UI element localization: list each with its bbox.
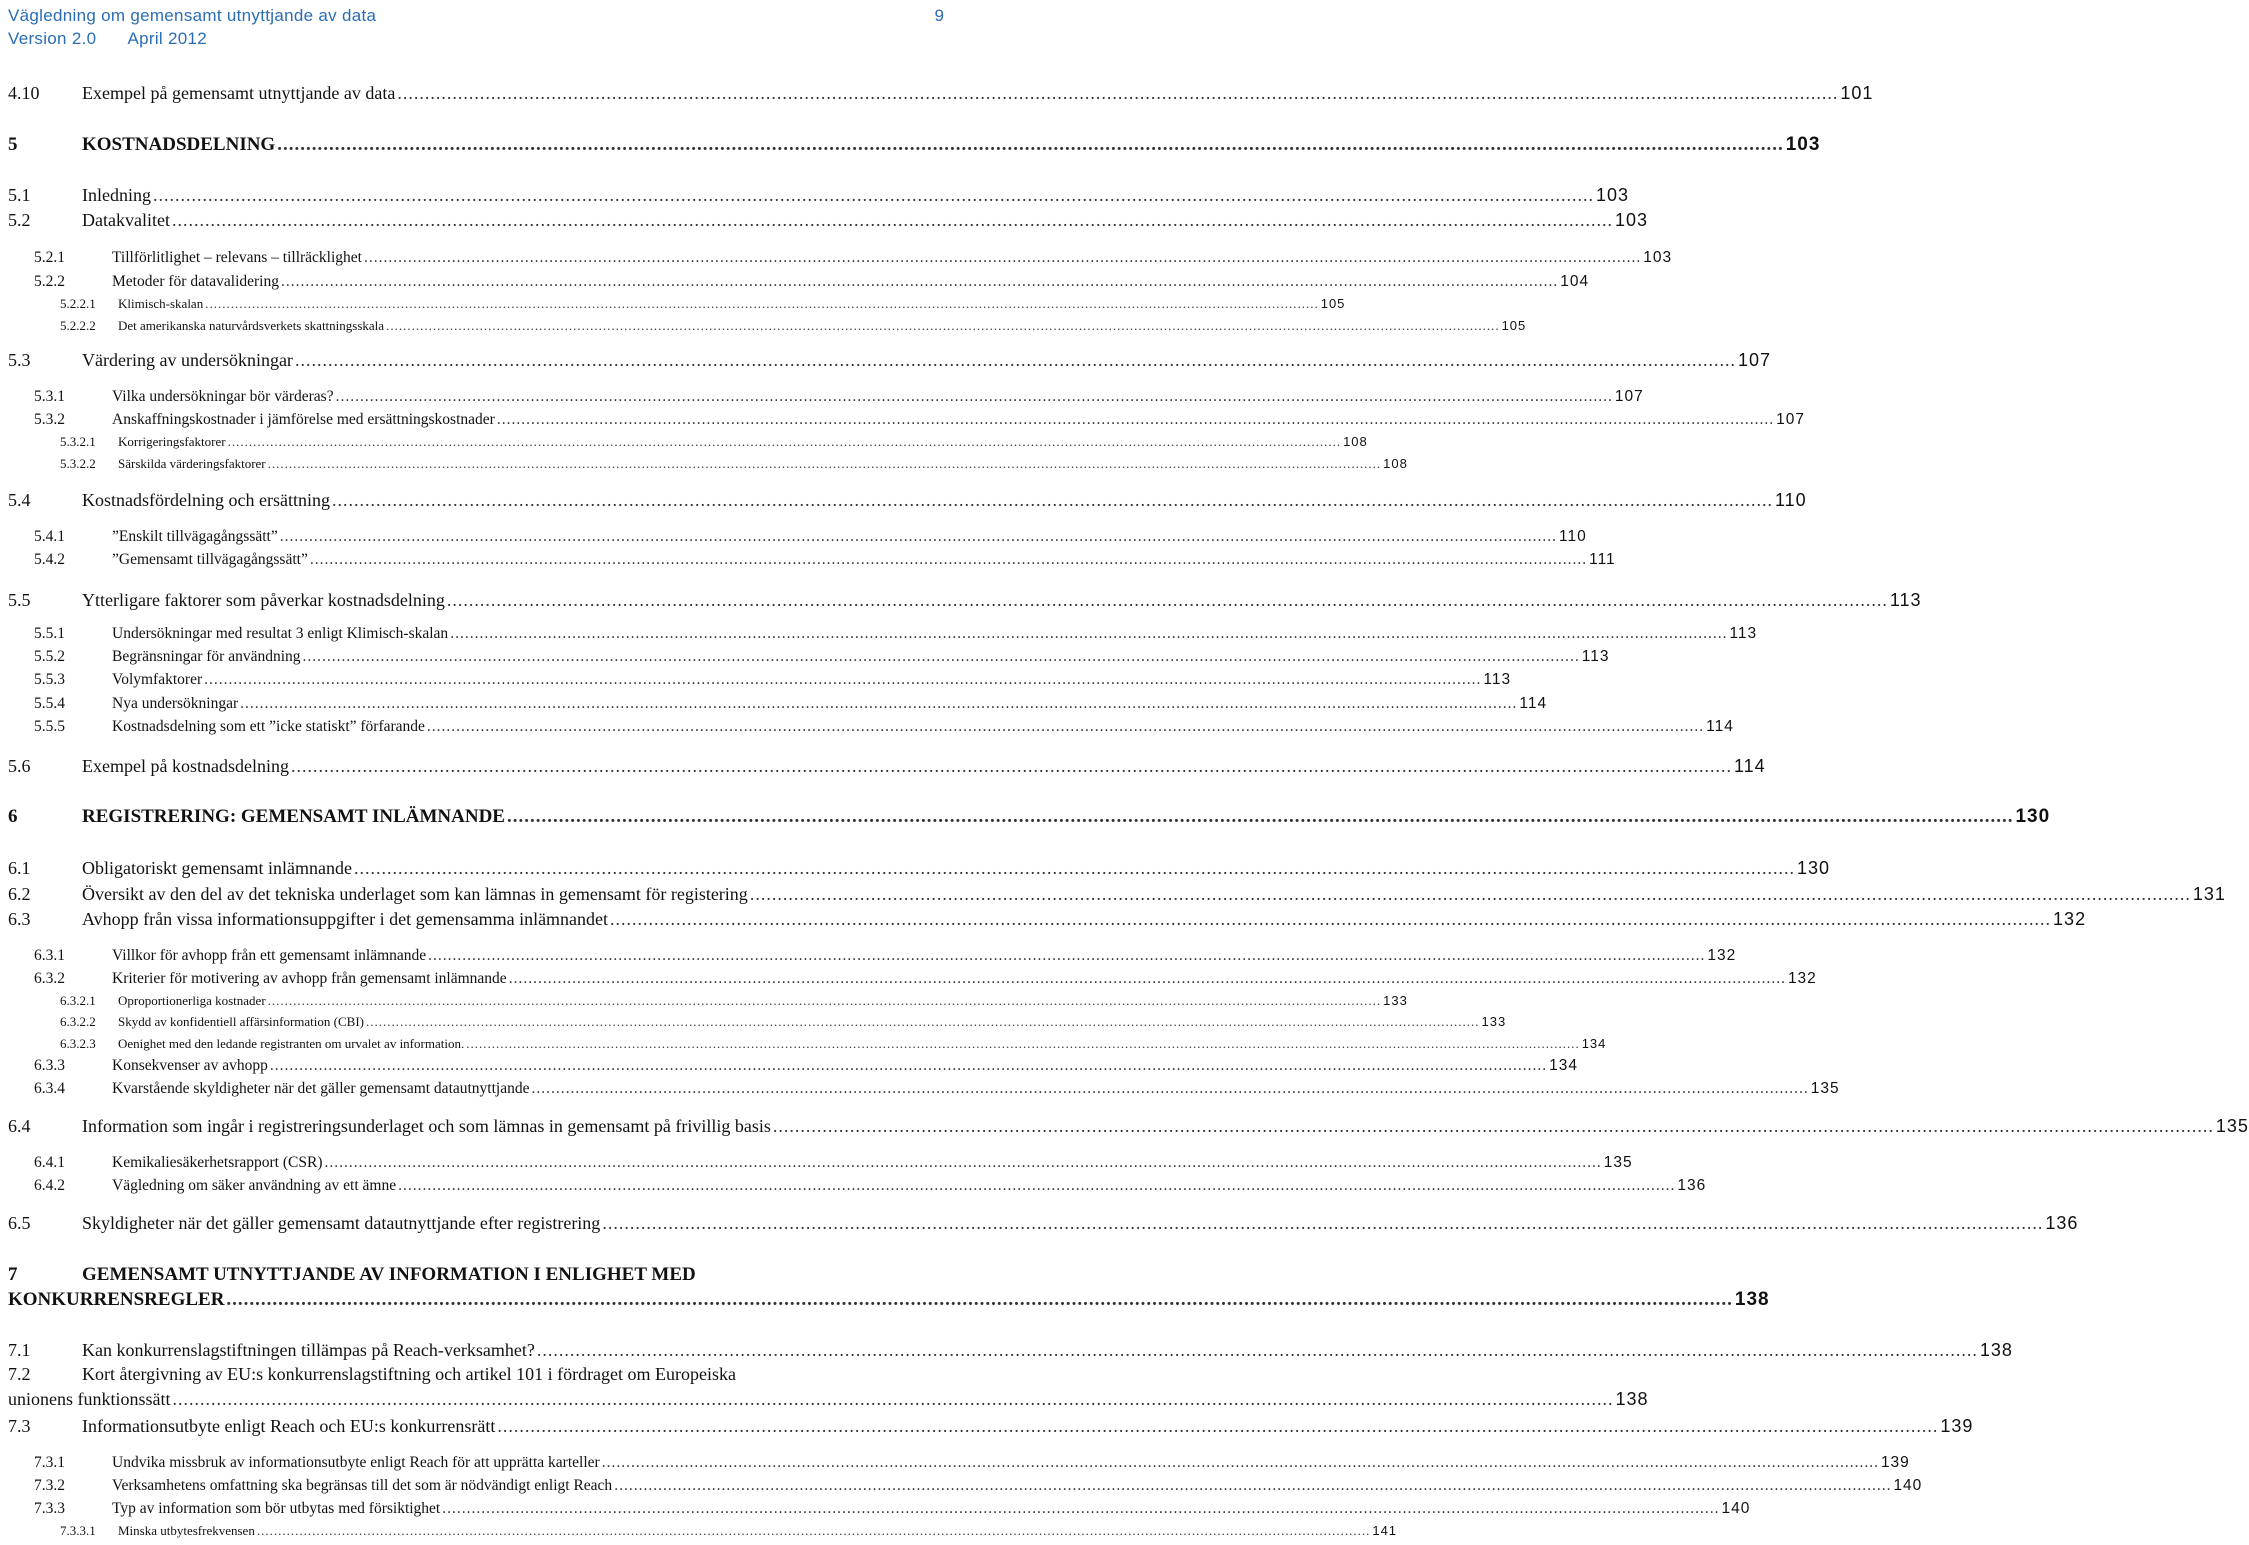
- toc-title: Verksamhetens omfattning ska begränsas till det som är nödvändigt enligt Reach: [112, 1477, 613, 1494]
- toc-number: 5: [8, 134, 18, 155]
- toc-entry[interactable]: [8, 1340, 2013, 1361]
- toc-entry[interactable]: [8, 1213, 2079, 1234]
- toc-page-number: 108: [1383, 456, 1408, 471]
- toc-leader-dots: [280, 528, 1557, 546]
- toc-title: Kriterier för motivering av avhopp från gemensamt inlämnande: [112, 970, 507, 987]
- toc-entry[interactable]: [8, 806, 2051, 828]
- toc-page-number: 103: [1643, 249, 1673, 266]
- toc-entry[interactable]: [8, 671, 1512, 689]
- toc-title: Värdering av undersökningar: [82, 350, 293, 370]
- page-number: 9: [934, 6, 944, 25]
- toc-number: 5.2.2.1: [60, 296, 96, 311]
- toc-number: 7.3.3: [34, 1500, 65, 1517]
- toc-number: 5.3.1: [34, 388, 65, 405]
- toc-page-number: 141: [1372, 1523, 1398, 1538]
- toc-number: 6.3.2.3: [60, 1036, 96, 1051]
- toc-leader-dots: [257, 1523, 1371, 1539]
- toc-title: Skyldigheter när det gäller gemensamt datautnyttjande efter registrering: [82, 1213, 601, 1233]
- toc-number: 5.6: [8, 756, 31, 776]
- toc-page-number: 135: [2215, 1116, 2249, 1136]
- toc-number: 6.3.1: [34, 947, 65, 964]
- toc-title: Nya undersökningar: [112, 695, 239, 712]
- toc-leader-dots: [750, 884, 2191, 905]
- toc-leader-dots: [507, 806, 2014, 828]
- toc-number: 6.4.2: [34, 1177, 65, 1194]
- toc-entry[interactable]: [8, 756, 1766, 777]
- toc-page-number: 138: [1979, 1340, 2013, 1360]
- toc-number: 7.3.2: [34, 1477, 65, 1494]
- toc-page-number: 111: [1589, 551, 1616, 568]
- toc-number: 6.4.1: [34, 1154, 65, 1171]
- toc-entry-line2[interactable]: [8, 1389, 1649, 1410]
- toc-page-number: 114: [1706, 718, 1734, 735]
- toc-number: 5.2.2: [34, 273, 65, 290]
- toc-entry[interactable]: [8, 970, 1817, 988]
- toc-page-number: 132: [1787, 970, 1817, 987]
- toc-leader-dots: [268, 456, 1382, 472]
- toc-entry[interactable]: [8, 134, 1821, 156]
- toc-title: Inledning: [82, 185, 151, 205]
- toc-title: Kemikaliesäkerhetsrapport (CSR): [112, 1154, 323, 1171]
- toc-entry-line2[interactable]: [8, 1289, 1770, 1311]
- toc-page-number: 110: [1774, 490, 1807, 510]
- toc-entry[interactable]: [8, 993, 1408, 1009]
- toc-entry[interactable]: [8, 718, 1734, 736]
- toc-leader-dots: [397, 83, 1838, 104]
- toc-entry[interactable]: [8, 1416, 1974, 1437]
- toc-number: 6.5: [8, 1213, 31, 1233]
- toc-title: Konsekvenser av avhopp: [112, 1057, 268, 1074]
- toc-leader-dots: [310, 551, 1587, 569]
- toc-page-number: 103: [1614, 210, 1649, 230]
- toc-title: Tillförlitlighet – relevans – tillräcklighet: [112, 249, 362, 266]
- toc-title-continued: KONKURRENSREGLER: [8, 1289, 225, 1310]
- toc-entry[interactable]: [8, 858, 1830, 879]
- toc-leader-dots: [497, 411, 1774, 429]
- toc-entry[interactable]: [8, 909, 2087, 930]
- toc-page-number: 132: [1707, 947, 1737, 964]
- toc-entry[interactable]: [8, 1523, 1398, 1539]
- toc-leader-dots: [268, 993, 1382, 1009]
- toc-entry[interactable]: [8, 1116, 2249, 1137]
- toc-leader-dots: [532, 1080, 1809, 1098]
- toc-page-number: 134: [1581, 1036, 1607, 1051]
- toc-entry[interactable]: [8, 947, 1737, 965]
- document-title: Vägledning om gemensamt utnyttjande av data: [8, 6, 377, 25]
- toc-leader-dots: [303, 648, 1580, 666]
- toc-title: Undvika missbruk av informationsutbyte enligt Reach för att upprätta karteller: [112, 1454, 600, 1471]
- toc-leader-dots: [610, 909, 2051, 930]
- toc-entry[interactable]: [8, 648, 1610, 666]
- toc-entry[interactable]: [8, 1036, 1607, 1052]
- toc-title: Skydd av konfidentiell affärsinformation (CBI): [118, 1014, 364, 1029]
- toc-leader-dots: [173, 1389, 1614, 1410]
- toc-leader-dots: [354, 858, 1795, 879]
- toc-leader-dots: [386, 318, 1500, 334]
- toc-title: Information som ingår i registreringsunderlaget och som lämnas in gemensamt på frivillig basis: [82, 1116, 771, 1136]
- toc-page-number: 139: [1880, 1454, 1910, 1471]
- toc-page-number: 138: [1734, 1289, 1770, 1310]
- toc-number: 7.3.1: [34, 1454, 65, 1471]
- toc-entry[interactable]: [8, 318, 1527, 334]
- toc-title: Exempel på kostnadsdelning: [82, 756, 289, 776]
- toc-page-number: 113: [1729, 625, 1758, 642]
- toc-entry[interactable]: [8, 273, 1590, 291]
- toc-page-number: 113: [1581, 648, 1610, 665]
- toc-entry[interactable]: [8, 1014, 1507, 1030]
- version-date: April 2012: [127, 29, 208, 48]
- toc-number: 6.3.2: [34, 970, 65, 987]
- toc-number: 7.3: [8, 1416, 31, 1436]
- toc-number: 5.4: [8, 490, 31, 510]
- toc-title: KOSTNADSDELNING: [82, 134, 276, 155]
- toc-entry[interactable]: [8, 83, 1874, 104]
- toc-title: GEMENSAMT UTNYTTJANDE AV INFORMATION I ENLIGHET MED: [82, 1264, 696, 1285]
- toc-number: 7: [8, 1264, 18, 1285]
- toc-leader-dots: [205, 296, 1319, 312]
- toc-entry[interactable]: [8, 249, 1673, 267]
- toc-page-number: 131: [2192, 884, 2226, 904]
- toc-title: ”Gemensamt tillvägagångssätt”: [112, 551, 308, 568]
- toc-title: Vägledning om säker användning av ett ämne: [112, 1177, 397, 1194]
- toc-page-number: 136: [1677, 1177, 1707, 1194]
- toc-page-number: 132: [2053, 909, 2087, 929]
- toc-leader-dots: [366, 1014, 1480, 1030]
- toc-number: 7.2: [8, 1364, 31, 1384]
- toc-title: Oproportionerliga kostnader: [118, 993, 266, 1008]
- toc-page-number: 105: [1320, 296, 1346, 311]
- toc-leader-dots: [428, 947, 1705, 965]
- toc-page-number: 107: [1614, 388, 1644, 405]
- toc-page-number: 103: [1596, 185, 1630, 205]
- toc-leader-dots: [281, 273, 1558, 291]
- toc-leader-dots: [336, 388, 1613, 406]
- toc-entry[interactable]: [8, 528, 1587, 546]
- toc-leader-dots: [450, 625, 1727, 643]
- toc-number: 5.4.2: [34, 551, 65, 568]
- toc-leader-dots: [364, 249, 1641, 267]
- toc-number: 7.1: [8, 1340, 31, 1360]
- toc-title: Ytterligare faktorer som påverkar kostnadsdelning: [82, 590, 445, 610]
- toc-title: Korrigeringsfaktorer: [118, 434, 226, 449]
- toc-entry[interactable]: [8, 590, 1922, 611]
- toc-entry[interactable]: [8, 434, 1368, 450]
- toc-leader-dots: [602, 1454, 1879, 1472]
- toc-title: Översikt av den del av det tekniska underlaget som kan lämnas in gemensamt för registering: [82, 884, 748, 904]
- toc-page-number: 134: [1549, 1057, 1578, 1074]
- toc-title: Minska utbytesfrekvensen: [118, 1523, 255, 1538]
- toc-title: Anskaffningskostnader i jämförelse med ersättningskostnader: [112, 411, 495, 428]
- toc-number: 6: [8, 806, 18, 827]
- toc-page-number: 107: [1776, 411, 1805, 428]
- toc-leader-dots: [226, 1289, 1733, 1311]
- toc-leader-dots: [295, 350, 1736, 371]
- toc-entry[interactable]: [8, 350, 1771, 371]
- toc-entry[interactable]: [8, 296, 1346, 312]
- toc-leader-dots: [447, 590, 1888, 611]
- toc-page-number: 114: [1519, 695, 1548, 712]
- toc-number: 5.5.1: [34, 625, 65, 642]
- toc-title: REGISTRERING: GEMENSAMT INLÄMNANDE: [82, 806, 505, 827]
- toc-number: 5.2.2.2: [60, 318, 96, 333]
- toc-page-number: 107: [1737, 350, 1771, 370]
- toc-title: Undersökningar med resultat 3 enligt Klimisch-skalan: [112, 625, 449, 642]
- toc-page-number: 114: [1733, 756, 1766, 776]
- toc-page-number: 108: [1343, 434, 1368, 449]
- toc-leader-dots: [614, 1477, 1891, 1495]
- toc-entry[interactable]: [8, 210, 1649, 231]
- toc-number: 6.3.2.1: [60, 993, 96, 1008]
- toc-entry-line1[interactable]: [8, 1264, 952, 1286]
- toc-entry[interactable]: [8, 1454, 1910, 1472]
- toc-entry[interactable]: [8, 695, 1548, 713]
- toc-title: Det amerikanska naturvårdsverkets skattningsskala: [118, 318, 385, 333]
- version-label: Version 2.0: [8, 29, 97, 48]
- toc-leader-dots: [332, 490, 1773, 511]
- toc-leader-dots: [228, 434, 1342, 450]
- toc-title: ”Enskilt tillvägagångssätt”: [112, 528, 278, 545]
- toc-leader-dots: [497, 1416, 1938, 1437]
- toc-entry[interactable]: [8, 1057, 1578, 1075]
- toc-leader-dots: [277, 134, 1784, 156]
- toc-number: 5.3.2.2: [60, 456, 96, 471]
- toc-title: Volymfaktorer: [112, 671, 203, 688]
- toc-number: 6.4: [8, 1116, 31, 1136]
- toc-title: Avhopp från vissa informationsuppgifter i det gemensamma inlämnandet: [82, 909, 609, 929]
- toc-entry[interactable]: [8, 551, 1616, 569]
- toc-entry[interactable]: [8, 456, 1408, 472]
- toc-page-number: 139: [1940, 1416, 1974, 1436]
- toc-title: Datakvalitet: [82, 210, 170, 230]
- toc-leader-dots: [324, 1154, 1601, 1172]
- toc-title: Obligatoriskt gemensamt inlämnande: [82, 858, 352, 878]
- toc-leader-dots: [270, 1057, 1547, 1075]
- toc-entry[interactable]: [8, 490, 1807, 511]
- toc-page-number: 105: [1501, 318, 1527, 333]
- toc-leader-dots: [153, 185, 1594, 206]
- toc-page-number: 135: [1603, 1154, 1633, 1171]
- toc-leader-dots: [172, 210, 1613, 231]
- toc-number: 5.5.5: [34, 718, 65, 735]
- toc-number: 5.2.1: [34, 249, 65, 266]
- toc-leader-dots: [398, 1177, 1675, 1195]
- toc-entry[interactable]: [8, 185, 1630, 206]
- toc-entry[interactable]: [8, 388, 1644, 406]
- toc-title: Oenighet med den ledande registranten om urvalet av information.: [118, 1036, 465, 1051]
- toc-entry[interactable]: [8, 1177, 1707, 1195]
- toc-leader-dots: [427, 718, 1704, 736]
- toc-page-number: 130: [1796, 858, 1830, 878]
- toc-entry[interactable]: [8, 1080, 1840, 1098]
- toc-page-number: 133: [1383, 993, 1408, 1008]
- toc-title: Villkor för avhopp från ett gemensamt inlämnande: [112, 947, 427, 964]
- toc-number: 5.5.4: [34, 695, 65, 712]
- document-version: [8, 29, 207, 49]
- toc-entry[interactable]: [8, 411, 1805, 429]
- toc-leader-dots: [537, 1340, 1978, 1361]
- toc-page-number: 130: [2015, 806, 2051, 827]
- toc-page-number: 140: [1893, 1477, 1923, 1494]
- toc-page-number: 140: [1721, 1500, 1751, 1517]
- toc-title: Kan konkurrenslagstiftningen tillämpas på Reach-verksamhet?: [82, 1340, 535, 1360]
- toc-number: 5.3: [8, 350, 31, 370]
- toc-title: Typ av information som bör utbytas med försiktighet: [112, 1500, 441, 1517]
- toc-leader-dots: [291, 756, 1732, 777]
- toc-title: Särskilda värderingsfaktorer: [118, 456, 266, 471]
- toc-number: 5.3.2.1: [60, 434, 96, 449]
- toc-leader-dots: [442, 1500, 1719, 1518]
- toc-title: Begränsningar för användning: [112, 648, 301, 665]
- toc-page-number: 113: [1889, 590, 1922, 610]
- toc-leader-dots: [509, 970, 1786, 988]
- toc-number: 7.3.3.1: [60, 1523, 96, 1538]
- toc-title: Informationsutbyte enligt Reach och EU:s konkurrensrätt: [82, 1416, 496, 1436]
- toc-entry[interactable]: [8, 1477, 1923, 1495]
- toc-number: 5.4.1: [34, 528, 65, 545]
- toc-number: 6.3.3: [34, 1057, 65, 1074]
- toc-title: Kvarstående skyldigheter när det gäller gemensamt datautnyttjande: [112, 1080, 530, 1097]
- toc-number: 6.3.2.2: [60, 1014, 96, 1029]
- toc-entry[interactable]: [8, 884, 2226, 905]
- toc-number: 5.1: [8, 185, 31, 205]
- toc-number: 5.5.3: [34, 671, 65, 688]
- toc-leader-dots: [773, 1116, 2214, 1137]
- toc-title: Vilka undersökningar bör värderas?: [112, 388, 334, 405]
- toc-number: 6.2: [8, 884, 31, 904]
- toc-entry[interactable]: [8, 625, 1758, 643]
- toc-leader-dots: [204, 671, 1481, 689]
- toc-number: 5.3.2: [34, 411, 65, 428]
- toc-entry-line1[interactable]: [8, 1364, 952, 1385]
- toc-title: Exempel på gemensamt utnyttjande av data: [82, 83, 396, 103]
- toc-page-number: 103: [1785, 134, 1821, 155]
- toc-page-number: 136: [2045, 1213, 2079, 1233]
- toc-number: 6.1: [8, 858, 31, 878]
- toc-title: Kort återgivning av EU:s konkurrenslagstiftning och artikel 101 i fördraget om Europeiska: [82, 1364, 737, 1384]
- toc-number: 4.10: [8, 83, 40, 103]
- toc-number: 5.5.2: [34, 648, 65, 665]
- toc-page-number: 101: [1840, 83, 1874, 103]
- toc-title: Kostnadsdelning som ett ”icke statiskt” förfarande: [112, 718, 425, 735]
- toc-page-number: 133: [1481, 1014, 1507, 1029]
- toc-entry[interactable]: [8, 1154, 1633, 1172]
- toc-number: 6.3: [8, 909, 31, 929]
- toc-number: 5.5: [8, 590, 31, 610]
- toc-leader-dots: [240, 695, 1517, 713]
- toc-page-number: 138: [1615, 1389, 1649, 1409]
- toc-page-number: 113: [1483, 671, 1512, 688]
- toc-number: 5.2: [8, 210, 31, 230]
- toc-title: Klimisch-skalan: [118, 296, 204, 311]
- toc-number: 6.3.4: [34, 1080, 65, 1097]
- toc-page-number: 110: [1558, 528, 1587, 545]
- toc-title-continued: unionens funktionssätt: [8, 1389, 171, 1409]
- toc-title: Kostnadsfördelning och ersättning: [82, 490, 330, 510]
- toc-leader-dots: [466, 1036, 1580, 1052]
- toc-leader-dots: [602, 1213, 2043, 1234]
- toc-page-number: 135: [1810, 1080, 1840, 1097]
- toc-page-number: 104: [1560, 273, 1590, 290]
- toc-entry[interactable]: [8, 1500, 1751, 1518]
- toc-title: Metoder för datavalidering: [112, 273, 279, 290]
